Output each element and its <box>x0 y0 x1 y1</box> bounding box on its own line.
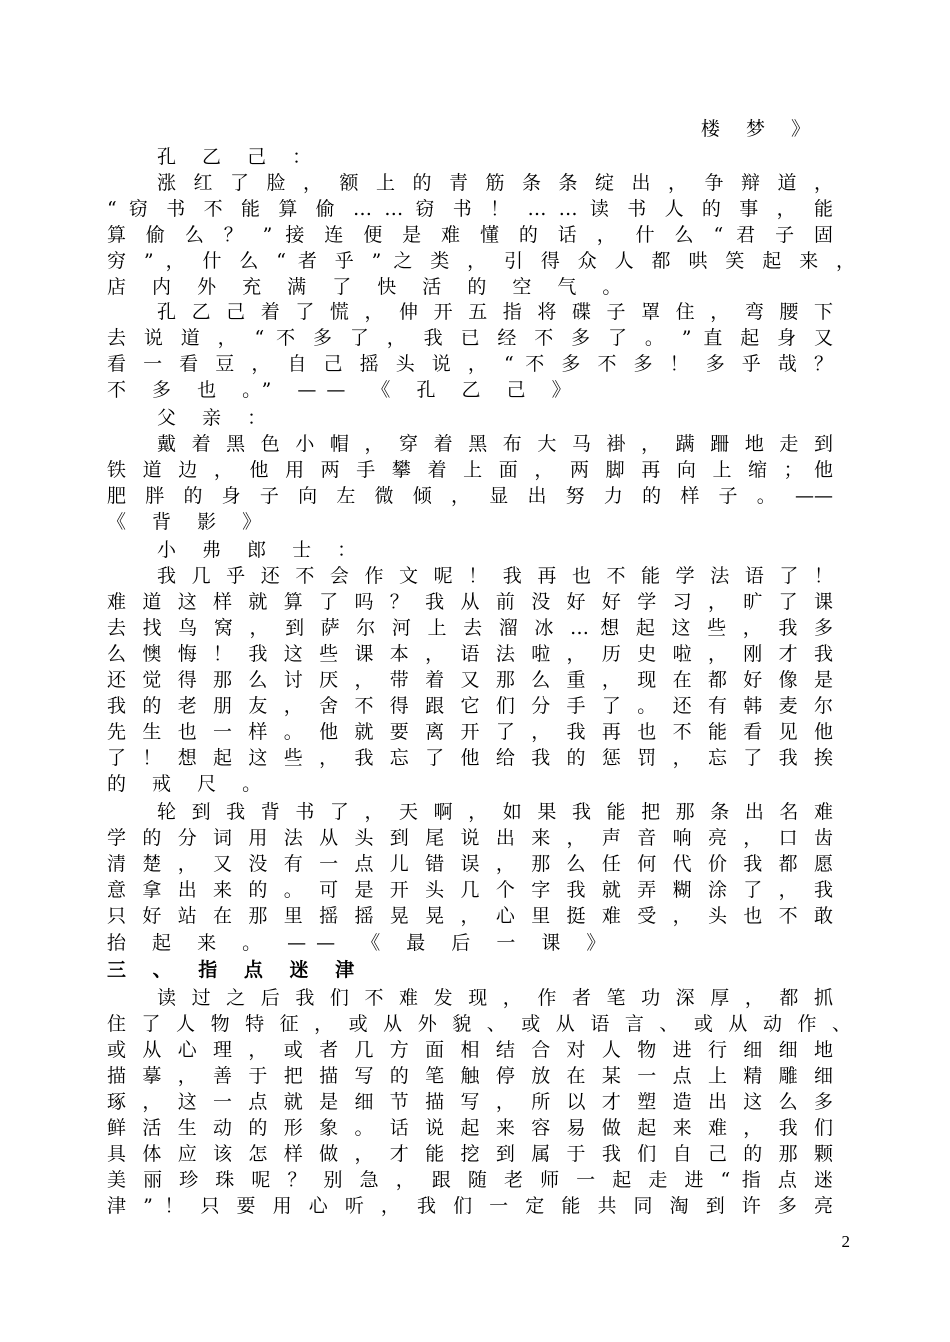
text-line: 么 懊 悔 ！ 我 这 些 课 本 ， 语 法 啦 ， 历 史 啦 ， 刚 才 我 <box>107 643 833 665</box>
text-line: 描 摹 ， 善 于 把 描 写 的 笔 触 停 放 在 某 一 点 上 精 雕 细 <box>107 1065 833 1087</box>
citation-zui-hou-yi-ke: 抬 起 来 。 —— 《 最 后 一 课 》 <box>107 932 616 954</box>
text-line: 轮 到 我 背 书 了 ， 天 啊 ， 如 果 我 能 把 那 条 出 名 难 <box>157 801 833 823</box>
text-line: 穷 ” ， 什 么 “ 者 乎 ” 之 类 ， 引 得 众 人 都 哄 笑 起 来 ， <box>107 250 855 272</box>
text-line: 还 觉 得 那 么 讨 厌 ， 带 着 又 那 么 重 ， 现 在 都 好 像 是 <box>107 669 833 691</box>
text-line: 住 了 人 物 特 征 ， 或 从 外 貌 、 或 从 语 言 、 或 从 动 作 、 <box>107 1013 851 1035</box>
text-line: 具 体 应 该 怎 样 做 ， 才 能 挖 到 属 于 我 们 自 己 的 那 颗 <box>107 1143 833 1165</box>
text-line: 只 好 站 在 那 里 摇 摇 晃 晃 ， 心 里 挺 难 受 ， 头 也 不 敢 <box>107 905 833 927</box>
text-line: 我 几 乎 还 不 会 作 文 呢 ！ 我 再 也 不 能 学 法 语 了 ！ <box>157 565 833 587</box>
speaker-label-kong-yiji: 孔 乙 己 ： <box>157 146 322 168</box>
text-line: 看 一 看 豆 ， 自 己 摇 头 说 ， “ 不 多 不 多 ！ 多 乎 哉 ？ <box>107 353 833 375</box>
text-line: 的 戒 尺 。 <box>107 773 272 795</box>
speaker-label-father: 父 亲 ： <box>157 407 277 429</box>
text-line: 先 生 也 一 样 。 他 就 要 离 开 了 ， 我 再 也 不 能 看 见 他 <box>107 721 833 743</box>
text-line: 或 从 心 理 ， 或 者 几 方 面 相 结 合 对 人 物 进 行 细 细 地 <box>107 1039 833 1061</box>
text-line: 戴 着 黑 色 小 帽 ， 穿 着 黑 布 大 马 褂 ， 蹒 跚 地 走 到 <box>157 433 833 455</box>
text-line: “ 窃 书 不 能 算 偷 … … 窃 书 ！ … … 读 书 人 的 事 ， 能 <box>107 198 833 220</box>
text-line: 意 拿 出 来 的 。 可 是 开 头 几 个 字 我 就 弄 糊 涂 了 ， 我 <box>107 879 833 901</box>
text-line: 学 的 分 词 用 法 从 头 到 尾 说 出 来 ， 声 音 响 亮 ， 口 齿 <box>107 827 833 849</box>
text-line: 鲜 活 生 动 的 形 象 。 话 说 起 来 容 易 做 起 来 难 ， 我 们 <box>107 1117 833 1139</box>
text-line: 去 找 鸟 窝 ， 到 萨 尔 河 上 去 溜 冰 … 想 起 这 些 ， 我 多 <box>107 617 833 639</box>
citation-bei-ying: 《 背 影 》 <box>107 511 272 533</box>
text-line: 读 过 之 后 我 们 不 难 发 现 ， 作 者 笔 功 深 厚 ， 都 抓 <box>157 987 833 1009</box>
text-line: 清 楚 ， 又 没 有 一 点 儿 错 误 ， 那 么 任 何 代 价 我 都 愿 <box>107 853 833 875</box>
text-line: 难 道 这 样 就 算 了 吗 ？ 我 从 前 没 好 好 学 习 ， 旷 了 课 <box>107 591 833 613</box>
text-line: 美 丽 珍 珠 呢 ？ 别 急 ， 跟 随 老 师 一 起 走 进 “ 指 点 迷 <box>107 1169 833 1191</box>
text-line: 琢 ， 这 一 点 就 是 细 节 描 写 ， 所 以 才 塑 造 出 这 么 多 <box>107 1091 833 1113</box>
text-line: 肥 胖 的 身 子 向 左 微 倾 ， 显 出 努 力 的 样 子 。 —— <box>107 485 833 507</box>
text-line: 店 内 外 充 满 了 快 活 的 空 气 。 <box>107 276 632 298</box>
text-line: 涨 红 了 脸 ， 额 上 的 青 筋 条 条 绽 出 ， 争 辩 道 ， <box>157 172 833 194</box>
speaker-label-franz: 小 弗 郎 士 ： <box>157 539 367 561</box>
section-heading: 三 、 指 点 迷 津 <box>107 959 365 981</box>
text-line: 了 ！ 想 起 这 些 ， 我 忘 了 他 给 我 的 惩 罚 ， 忘 了 我 挨 <box>107 747 833 769</box>
text-line: 津 ” ！ 只 要 用 心 听 ， 我 们 一 定 能 共 同 淘 到 许 多 亮 <box>107 1195 833 1217</box>
text-line: 算 偷 么 ？ ” 接 连 便 是 难 懂 的 话 ， 什 么 “ 君 子 固 <box>107 224 833 246</box>
citation-kong-yiji: 不 多 也 。” —— 《 孔 乙 己 》 <box>107 379 581 401</box>
page-number: 2 <box>841 1232 850 1251</box>
text-line: 铁 道 边 ， 他 用 两 手 攀 着 上 面 ， 两 脚 再 向 上 缩 ； 他 <box>107 459 833 481</box>
text-line: 楼 梦 》 <box>700 118 820 140</box>
text-line: 去 说 道 ， “ 不 多 了 ， 我 已 经 不 多 了 。 ” 直 起 身 又 <box>107 327 833 349</box>
text-line: 孔 乙 己 着 了 慌 ， 伸 开 五 指 将 碟 子 罩 住 ， 弯 腰 下 <box>157 301 833 323</box>
text-line: 我 的 老 朋 友 ， 舍 不 得 跟 它 们 分 手 了 。 还 有 韩 麦 尔 <box>107 695 833 717</box>
